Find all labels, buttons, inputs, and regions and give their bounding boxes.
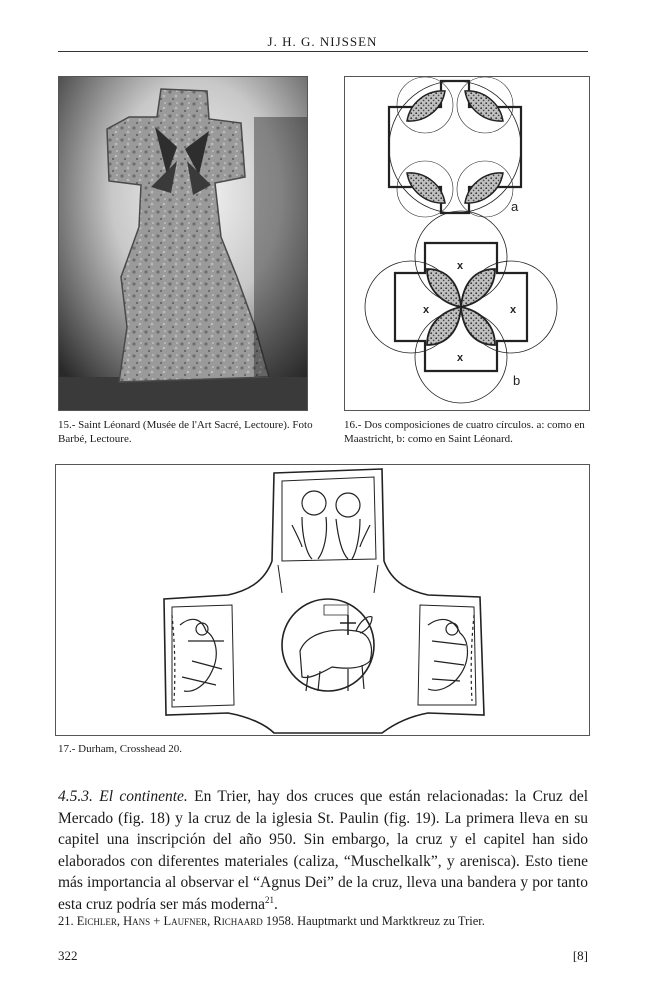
stone-cross-photo [59,77,308,411]
footnote-author-1: Eichler, Hans [76,914,151,928]
running-head: J. H. G. NIJSSEN [267,34,378,49]
paragraph-text: En Trier, hay dos cruces que están relacionadas: la Cruz del Mercado (fig. 18) y la cruz de la iglesia St. Paulin (fig. 19). La primera lleva en su capitel una inscripción del año 950. Sin embargo, la cruz y el capitel han sido elaborados con diferentes materiales (caliza, “Muschelkalk”, y arenisca). Esto tiene más importancia al observar el “Agnus Dei” de la cruz, lleva una bandera y por tanto esta cruz podría ser más moderna [58,788,589,913]
diagram-b [365,211,557,403]
marker-bottom: x [457,352,464,364]
footnote-joiner: + [150,914,164,928]
page-reference: [8] [572,948,588,963]
central-roundel [282,599,374,691]
header-rule [58,51,588,52]
page-number: 322 [58,948,78,963]
figure-16-diagram [344,76,590,411]
footnote-number: 21. [58,914,74,928]
body-paragraph [58,786,588,915]
section-heading: 4.5.3. El continente. [58,788,188,805]
four-circle-diagram [345,77,591,412]
footnote-author-2: Laufner, Richaard [163,914,263,928]
paragraph-period: . [274,895,278,913]
diagram-a [389,77,521,217]
figure-17-caption: 17.- Durham, Crosshead 20. [58,743,183,755]
footnote-21 [58,914,588,929]
footnote-reference[interactable]: 21 [265,894,275,905]
figure-16-caption: 16.- Dos composiciones de cuatro círculos. a: como en Maastricht, b: como en Saint Léonard. [344,419,585,445]
footnote-citation: 1958. Hauptmarkt und Marktkreuz zu Trier. [262,914,485,928]
marker-top: x [457,260,464,272]
diagram-a-label: a [511,199,519,214]
marker-left: x [423,304,430,316]
diagram-b-label: b [513,373,521,388]
marker-right: x [510,304,517,316]
durham-crosshead-drawing [56,465,591,737]
figure-17-drawing [55,464,590,736]
figure-15-caption: 15.- Saint Léonard (Musée de l'Art Sacré, Lectoure). Foto Barbé, Lectoure. [58,419,313,445]
figure-15-photo [58,76,308,411]
